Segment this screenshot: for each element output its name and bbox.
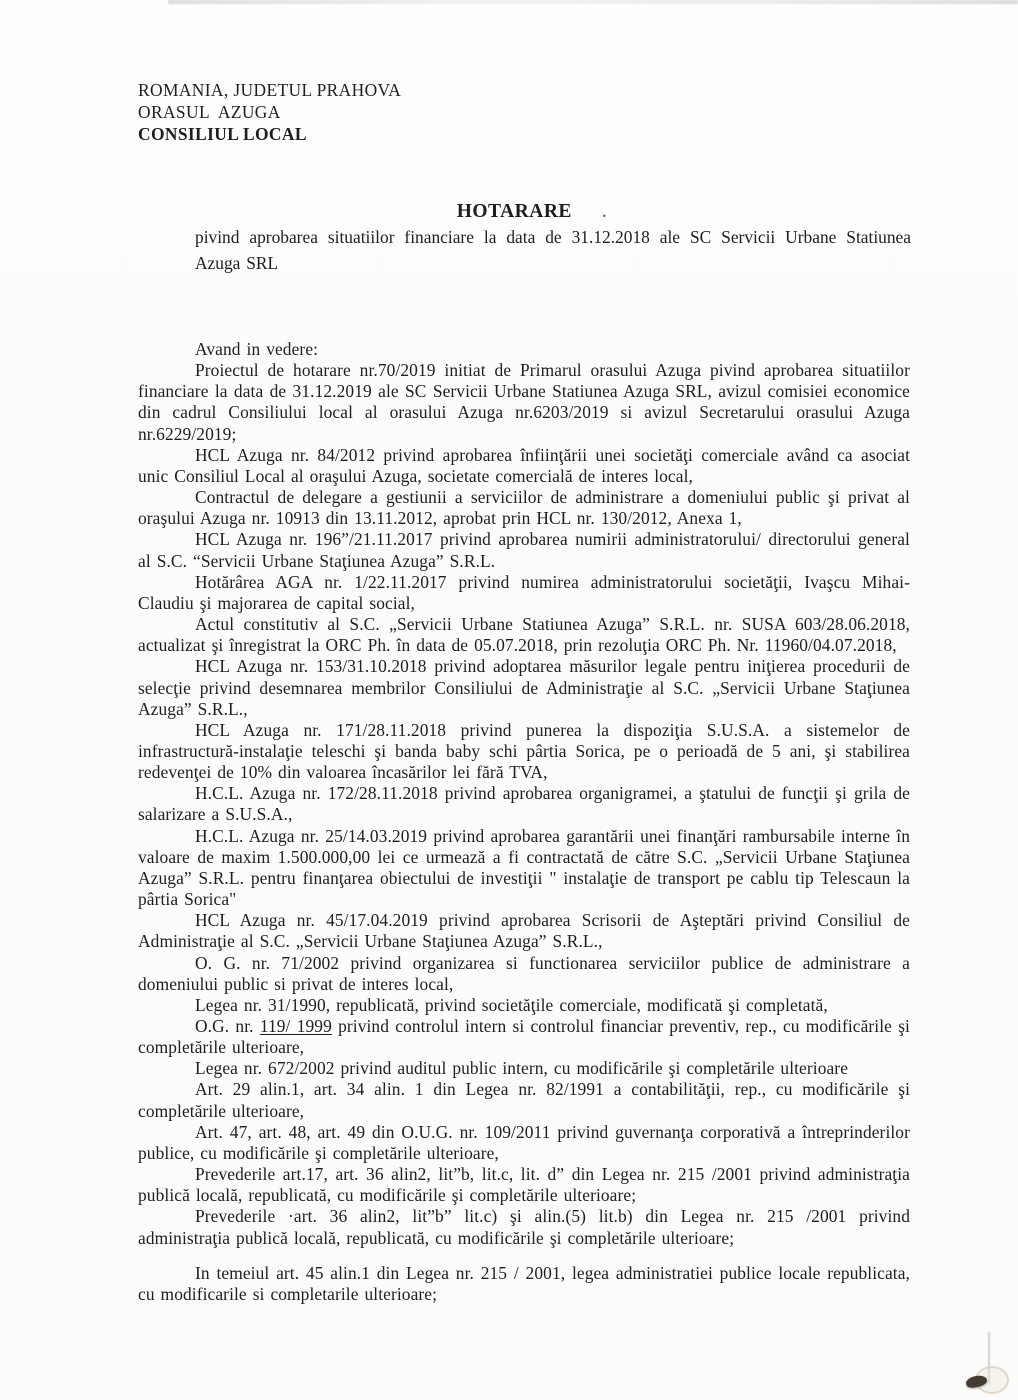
paragraph: HCL Azuga nr. 84/2012 privind aprobarea înfiinţării unei societăţi comerciale având ca asociat unic Consiliul Local al oraşului Azuga, societate comercială de interes local, [138, 444, 910, 486]
paragraph: HCL Azuga nr. 153/31.10.2018 privind adoptarea măsurilor legale pentru iniţierea procedurii de selecţie privind desemnarea membrilor Consiliului de Administraţie al S.C. „Servicii Urbane Staţiunea Azuga” S.R.L., [138, 656, 910, 719]
paragraph [138, 1016, 910, 1058]
paragraph: Art. 47, art. 48, art. 49 din O.U.G. nr. 109/2011 privind guvernanţa corporativă a întreprinderilor publice, cu modificările şi completările ulterioare, [138, 1121, 910, 1163]
paragraph: HCL Azuga nr. 196”/21.11.2017 privind aprobarea numirii administratorului/ directorului general al S.C. “Servicii Urbane Staţiunea Azuga” S.R.L. [138, 529, 910, 571]
header-council-line: CONSILIUL LOCAL [138, 124, 307, 144]
underlined-reference: 119/ 1999 [259, 1016, 332, 1036]
paragraph: Actul constitutiv al S.C. „Servicii Urbane Statiunea Azuga” S.R.L. nr. SUSA 603/28.06.2018, actualizat şi înregistrat la ORC Ph. în data de 05.07.2018, prin rezoluţia ORC Ph. Nr. 11960/04.07.2018, [138, 614, 910, 656]
paragraph: Contractul de delegare a gestiunii a serviciilor de administrare a domeniului public şi privat al oraşului Azuga nr. 10913 din 13.11.2012, aprobat prin HCL nr. 130/2012, Anexa 1, [138, 487, 910, 529]
preamble-label: Avand in vedere: [195, 339, 319, 359]
document-subtitle: pivind aprobarea situatiilor financiare la data de 31.12.2018 ale SC Servicii Urbane Statiunea Azuga SRL [195, 227, 911, 273]
paragraph: HCL Azuga nr. 171/28.11.2018 privind punerea la dispoziţia S.U.S.A. a sistemelor de infrastructură-instalaţie teleschi şi banda baby schi pârtia Sorica, pe o perioadă de 5 ani, şi stabilirea redevenţei de 10% din valoarea încasărilor lei fără TVA, [138, 719, 910, 783]
header-city-line: ORASUL AZUGA [138, 102, 281, 122]
paragraph: H.C.L. Azuga nr. 172/28.11.2018 privind aprobarea organigramei, a ştatului de funcţii şi grila de salarizare a S.U.S.A., [138, 783, 910, 825]
paragraph: O. G. nr. 71/2002 privind organizarea si functionarea serviciilor publice de administrare a domeniului public si privat de interes local, [138, 952, 910, 994]
document-header [138, 79, 401, 145]
title-row [138, 201, 910, 223]
paragraph: Legea nr. 672/2002 privind auditul public intern, cu modificările şi completările ulterioare [195, 1058, 849, 1079]
document-title: HOTARARE [456, 201, 572, 222]
header-country-line: ROMANIA, JUDETUL PRAHOVA [138, 80, 402, 100]
paragraph: Hotărârea AGA nr. 1/22.11.2017 privind numirea administratorului societăţii, Ivaşcu Mihai-Claudiu şi majorarea de capital social, [138, 571, 910, 613]
paragraph: Prevederile art.17, art. 36 alin2, lit”b, lit.c, lit. d” din Legea nr. 215 /2001 privind administraţia publică locală, republicată, cu modificările şi completările ulterioare; [138, 1164, 910, 1206]
paragraph: Proiectul de hotarare nr.70/2019 initiat de Primarul orasului Azuga pivind aprobarea situatiilor financiare la data de 31.12.2019 ale SC Servicii Urbane Statiunea Azuga SRL, avizul comisiei economice din cadrul Consiliului local al orasului Azuga nr.6203/2019 si avizul Secretarului orasului Azuga nr.6229/2019; [138, 360, 910, 444]
paragraph-text: O.G. nr. [195, 1016, 260, 1036]
document-body [138, 339, 910, 1305]
paragraph: HCL Azuga nr. 45/17.04.2019 privind aprobarea Scrisorii de Aşteptări privind Consiliul de Administraţie al S.C. „Servicii Urbane Staţiunea Azuga” S.R.L., [138, 910, 910, 952]
paragraph: Prevederile ·art. 36 alin2, lit”b” lit.c) şi alin.(5) lit.b) din Legea nr. 215 /2001 privind administraţia publică locală, republicată, cu modificările şi completările ulterioare; [138, 1206, 910, 1248]
paragraph-text: privind controlul intern si controlul financiar preventiv, rep., cu modificările şi completările ulterioare, [138, 1016, 910, 1058]
scan-dot-artifact: . [601, 201, 608, 222]
paragraph: Legea nr. 31/1990, republicată, privind societăţile comerciale, modificată şi completată, [195, 994, 828, 1015]
paragraph: H.C.L. Azuga nr. 25/14.03.2019 privind aprobarea garantării unei finanţări rambursabile interne în valoare de maxim 1.500.000,00 lei ce urmează a fi contractată de către S.C. „Servicii Urbane Staţiunea Azuga” S.R.L. pentru finanţarea obiectului de investiţii " instalaţie de transport pe cablu tip Telescaun la pârtia Sorica" [138, 825, 910, 910]
closing-paragraph: In temeiul art. 45 alin.1 din Legea nr. 215 / 2001, legea administratiei publice locale republicata, cu modificarile si completarile ulterioare; [138, 1262, 910, 1304]
paragraph: Art. 29 alin.1, art. 34 alin. 1 din Legea nr. 82/1991 a contabilităţii, rep., cu modificările şi completările ulterioare, [138, 1079, 910, 1121]
scan-edge-artifact [168, 0, 1018, 4]
preamble-paragraphs [138, 360, 910, 1249]
